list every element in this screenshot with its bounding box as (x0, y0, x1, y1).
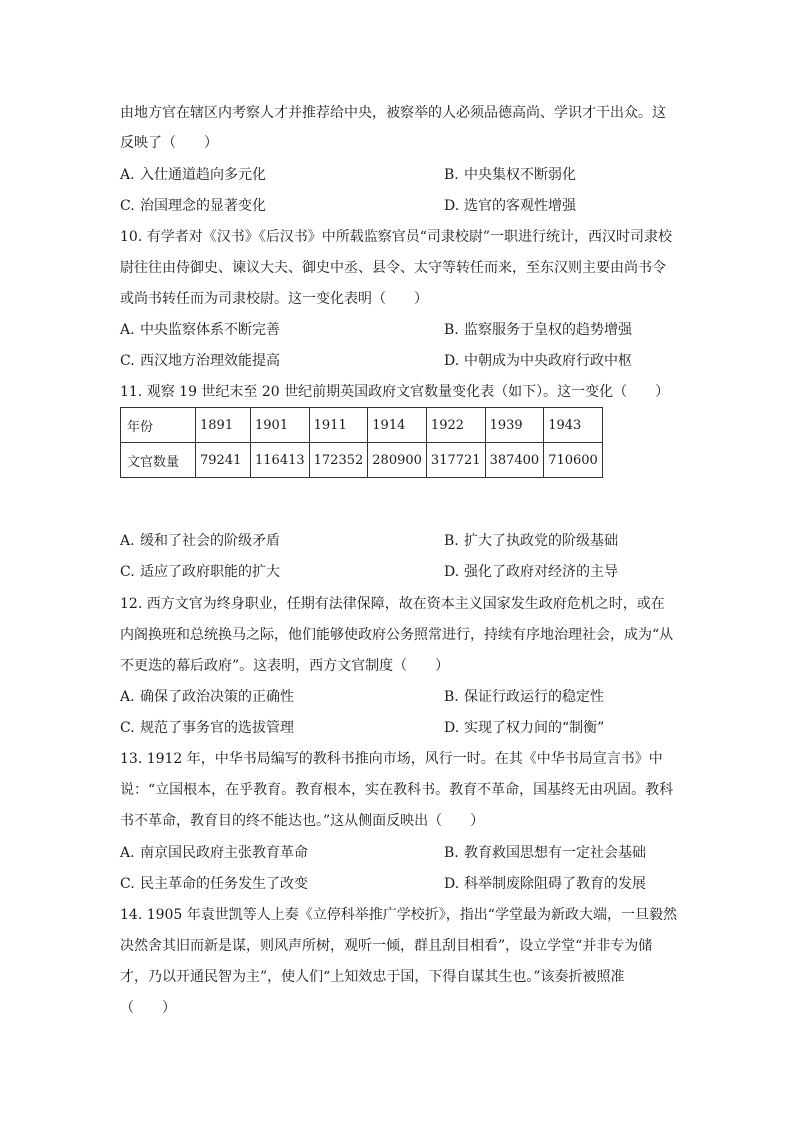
option-letter: D. (444, 720, 460, 736)
option-text: 入仕通道趋向多元化 (140, 167, 266, 183)
option-letter: B. (444, 845, 459, 861)
q13-option-b[interactable] (444, 844, 646, 862)
option-letter: B. (444, 322, 459, 338)
option-text: 治国理念的显著变化 (140, 198, 266, 214)
q12-option-d[interactable] (444, 719, 604, 737)
option-text: 中央集权不断弱化 (464, 167, 576, 183)
q13-option-a[interactable] (120, 844, 308, 862)
q9-option-b[interactable] (444, 166, 576, 184)
option-text: 民主革命的任务发生了改变 (140, 876, 308, 892)
table-cell: 1943 (544, 408, 603, 443)
option-letter: A. (120, 845, 135, 861)
q12-line-2: 内阁换班和总统换马之际，他们能够使政府公务照常进行，持续有序地治理社会，成为“从 (120, 627, 674, 643)
q12-option-b[interactable] (444, 688, 604, 706)
option-text: 南京国民政府主张教育革命 (140, 845, 308, 861)
table-cell: 1901 (251, 408, 310, 443)
option-text: 保证行政运行的稳定性 (464, 689, 604, 705)
q11-option-a[interactable] (120, 532, 280, 550)
q12-option-a[interactable] (120, 688, 294, 706)
option-letter: A. (120, 322, 135, 338)
option-text: 监察服务于皇权的趋势增强 (464, 322, 632, 338)
q12-line-3: 不更迭的幕后政府”。这表明，西方文官制度（ ） (120, 658, 450, 674)
q11-option-d[interactable] (444, 563, 618, 581)
option-letter: C. (120, 198, 135, 214)
option-letter: B. (444, 533, 459, 549)
q14-line-2: 决然舍其旧而新是谋，则风声所树，观听一倾，群且刮目相看”，设立学堂“并非专为储 (120, 938, 653, 954)
option-letter: D. (444, 564, 460, 580)
table-row-years (121, 408, 603, 443)
q12-option-c[interactable] (120, 719, 294, 737)
q10-option-a[interactable] (120, 321, 280, 339)
option-text: 缓和了社会的阶级矛盾 (140, 533, 280, 549)
q9-option-a[interactable] (120, 166, 266, 184)
option-text: 实现了权力间的“制衡” (464, 720, 605, 736)
q10-option-d[interactable] (444, 352, 632, 370)
option-text: 强化了政府对经济的主导 (464, 564, 618, 580)
option-letter: C. (120, 876, 135, 892)
q9-option-d[interactable] (444, 197, 576, 215)
option-text: 中央监察体系不断完善 (140, 322, 280, 338)
q10-option-c[interactable] (120, 352, 280, 370)
table-header-cell: 文官数量 (121, 443, 196, 478)
option-text: 科举制废除阻碍了教育的发展 (464, 876, 646, 892)
q9-line-2: 反映了（ ） (120, 135, 218, 151)
q12-line-1: 12. 西方文官为终身职业，任期有法律保障，故在资本主义国家发生政府危机之时，或在 (120, 596, 665, 612)
q10-option-b[interactable] (444, 321, 632, 339)
q9-option-c[interactable] (120, 197, 266, 215)
q13-line-2: 说：“立国根本，在乎教育。教育根本，实在教科书。教育不革命，国基终无由巩固。教科 (120, 782, 674, 798)
q13-line-1: 13. 1912 年，中华书局编写的教科书推向市场，风行一时。在其《中华书局宣言书》中 (120, 751, 663, 767)
option-text: 规范了事务官的选拔管理 (140, 720, 294, 736)
option-letter: D. (444, 198, 460, 214)
option-text: 扩大了执政党的阶级基础 (464, 533, 618, 549)
option-letter: A. (120, 689, 135, 705)
option-text: 适应了政府职能的扩大 (140, 564, 280, 580)
q13-line-3: 书不革命，教育目的终不能达也。”这从侧面反映出（ ） (120, 813, 485, 829)
q14-line-1: 14. 1905 年袁世凯等人上奏《立停科举推广学校折》，指出“学堂最为新政大端，一旦毅然 (120, 907, 677, 923)
option-letter: D. (444, 353, 460, 369)
table-cell: 1911 (309, 408, 368, 443)
option-text: 确保了政治决策的正确性 (140, 689, 294, 705)
option-letter: B. (444, 689, 459, 705)
option-text: 西汉地方治理效能提高 (140, 353, 280, 369)
q11-option-b[interactable] (444, 532, 618, 550)
option-letter: A. (120, 167, 135, 183)
q10-line-1: 10. 有学者对《汉书》《后汉书》中所载监察官员“司隶校尉”一职进行统计，西汉时司隶校 (120, 229, 673, 245)
table-cell: 317721 (426, 443, 485, 478)
table-row-values (121, 443, 603, 478)
q11-line-1: 11. 观察 19 世纪末至 20 世纪前期英国政府文官数量变化表（如下）。这一变化（ ） (120, 384, 670, 400)
table-cell: 280900 (368, 443, 427, 478)
table-cell: 710600 (544, 443, 603, 478)
option-letter: C. (120, 564, 135, 580)
table-cell: 1914 (368, 408, 427, 443)
table-cell: 387400 (485, 443, 544, 478)
q14-line-4: （ ） (120, 1000, 176, 1016)
table-header-cell: 年份 (121, 408, 196, 443)
option-letter: C. (120, 353, 135, 369)
q11-option-c[interactable] (120, 563, 280, 581)
option-letter: C. (120, 720, 135, 736)
q14-line-3: 才，乃以开通民智为主”，使人们“上知效忠于国，下得自谋其生也。”该奏折被照准 (120, 969, 625, 985)
table-cell: 1939 (485, 408, 544, 443)
option-letter: D. (444, 876, 460, 892)
q13-option-c[interactable] (120, 875, 308, 893)
table-cell: 1891 (196, 408, 251, 443)
q10-line-2: 尉往往由侍御史、谏议大夫、御史中丞、县令、太守等转任而来，至东汉则主要由尚书令 (120, 260, 666, 276)
table-cell: 116413 (251, 443, 310, 478)
option-text: 选官的客观性增强 (464, 198, 576, 214)
table-cell: 1922 (426, 408, 485, 443)
q10-line-3: 或尚书转任而为司隶校尉。这一变化表明（ ） (120, 291, 428, 307)
table-cell: 172352 (309, 443, 368, 478)
q13-option-d[interactable] (444, 875, 646, 893)
q9-line-1: 由地方官在辖区内考察人才并推荐给中央，被察举的人必须品德高尚、学识才干出众。这 (120, 105, 666, 121)
table-cell: 79241 (196, 443, 251, 478)
option-text: 中朝成为中央政府行政中枢 (464, 353, 632, 369)
option-letter: B. (444, 167, 459, 183)
civil-servant-table (120, 407, 603, 478)
option-letter: A. (120, 533, 135, 549)
option-text: 教育救国思想有一定社会基础 (464, 845, 646, 861)
